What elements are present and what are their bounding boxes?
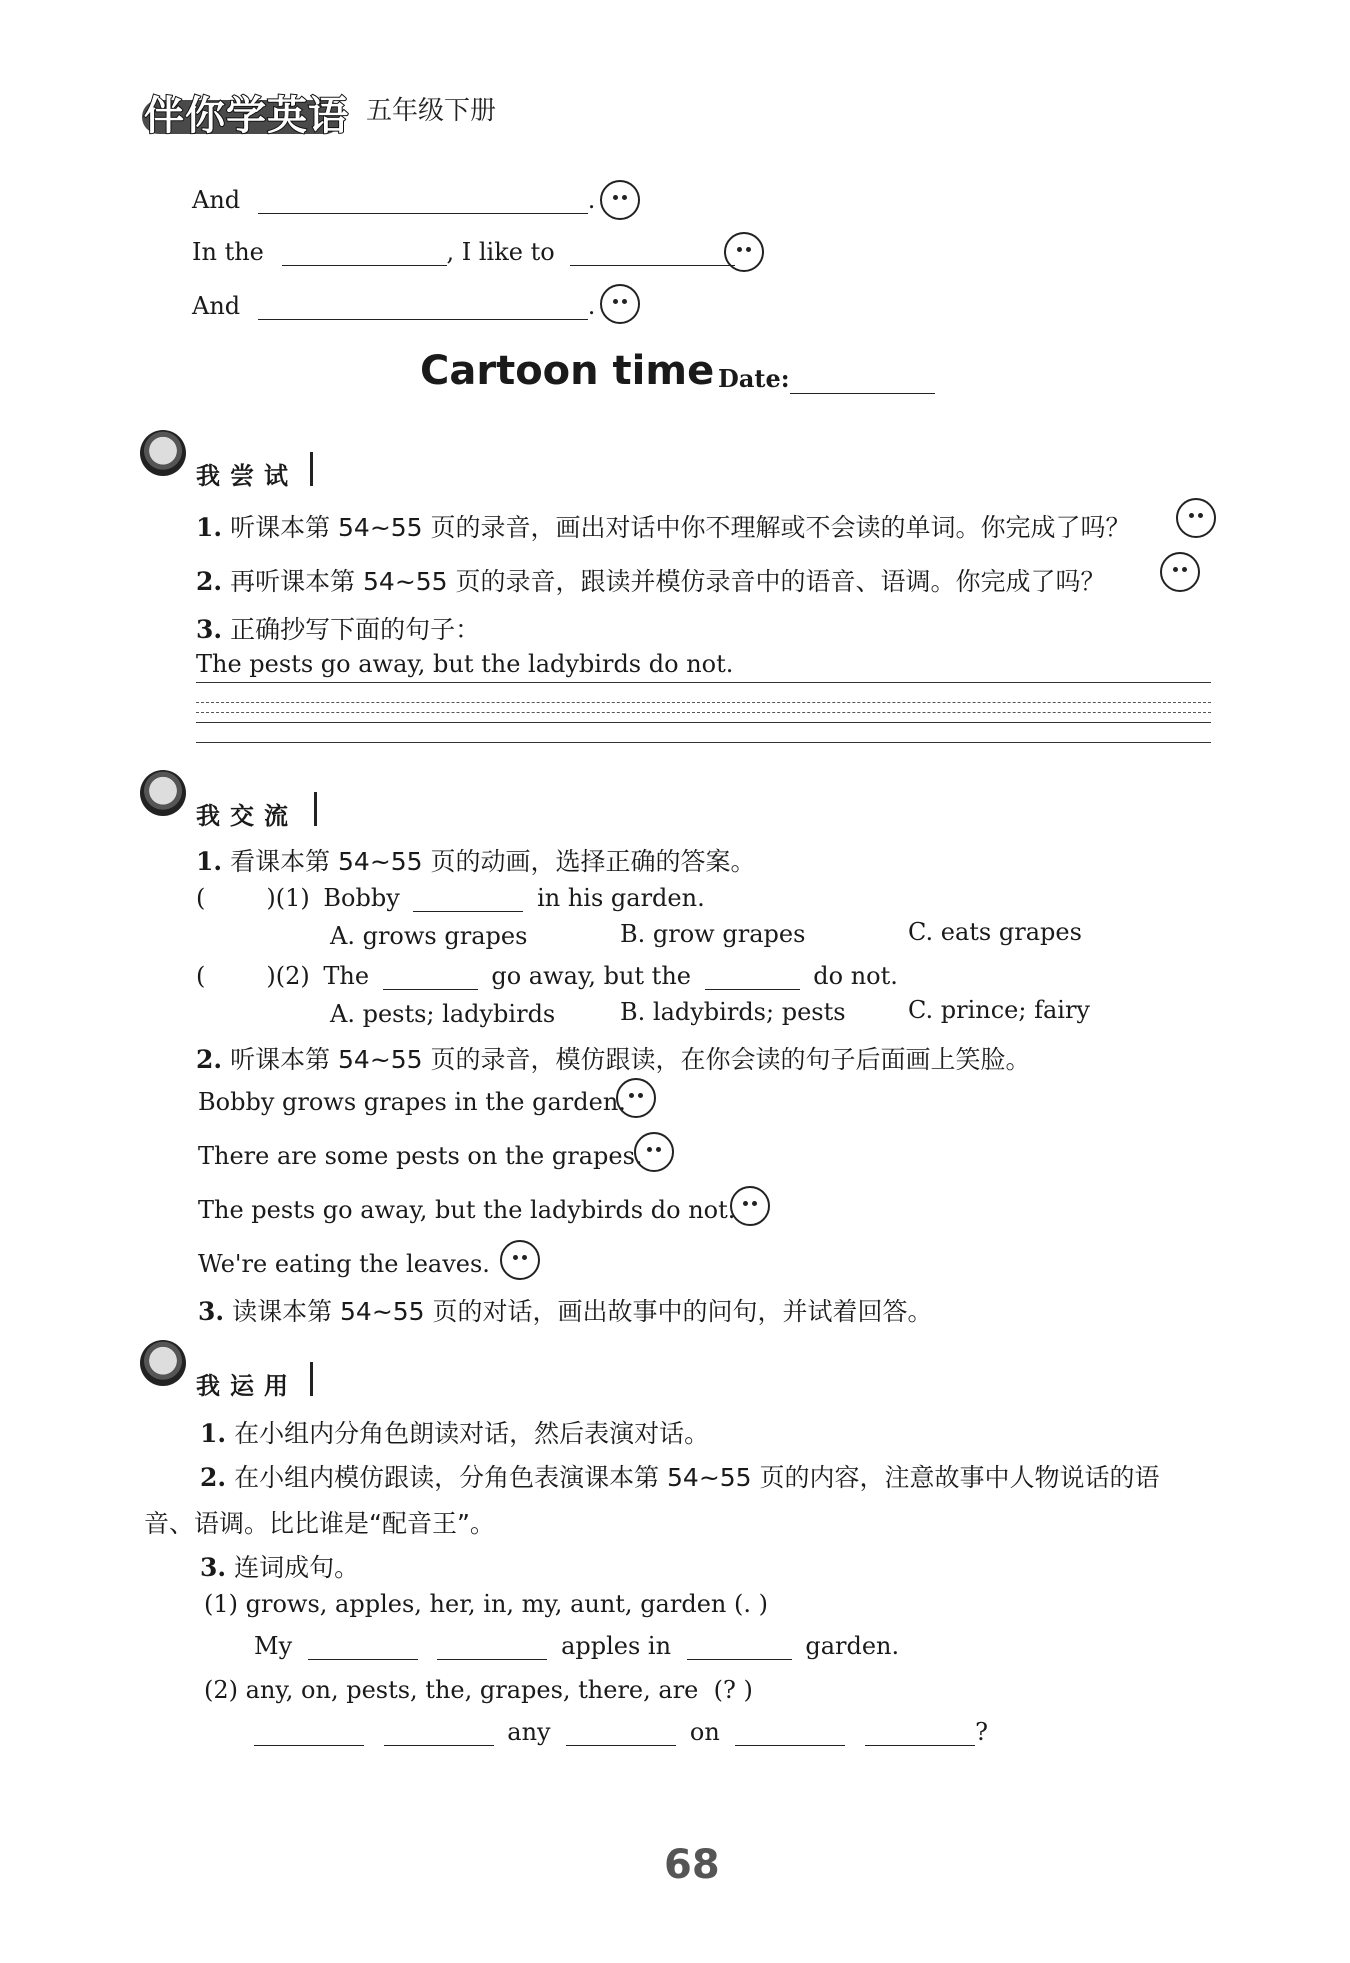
answer-blank[interactable]	[383, 962, 478, 990]
answer-blank[interactable]	[570, 238, 735, 266]
use-item-2: 2. 在小组内模仿跟读，分角色表演课本第 54~55 页的内容，注意故事中人物说话的语	[200, 1463, 1160, 1492]
question-1: ( )(1) Bobby in his garden.	[196, 884, 705, 912]
page-number: 68	[664, 1842, 720, 1888]
option-b[interactable]: B. ladybirds; pests	[620, 998, 846, 1026]
fill-line-1: And .	[192, 186, 596, 214]
mascot-icon	[140, 1340, 186, 1386]
try-item-1: 1. 听课本第 54~55 页的录音，画出对话中你不理解或不会读的单词。你完成了吗？	[196, 513, 1131, 542]
section-heading-use: 我运用	[196, 1372, 298, 1400]
writing-line	[196, 702, 1211, 703]
smiley-face-icon[interactable]	[500, 1240, 540, 1280]
smiley-face-icon[interactable]	[1176, 498, 1216, 538]
answer-blank[interactable]	[566, 1718, 676, 1746]
section-title: Cartoon time	[420, 348, 715, 394]
use-item-2-cont: 音、语调。比比谁是“配音王”。	[144, 1509, 495, 1538]
answer-blank[interactable]	[282, 238, 447, 266]
use-item-3: 3. 连词成句。	[200, 1553, 360, 1582]
answer-blank[interactable]	[865, 1718, 975, 1746]
date-label: Date:	[718, 364, 790, 393]
mascot-icon	[140, 430, 186, 476]
option-b[interactable]: B. grow grapes	[620, 920, 806, 948]
read-sentence-2: There are some pests on the grapes.	[198, 1142, 643, 1170]
option-a[interactable]: A. pests; ladybirds	[330, 1000, 556, 1028]
writing-line	[196, 742, 1211, 743]
section-heading-try: 我尝试	[196, 462, 298, 490]
try-item-3: 3. 正确抄写下面的句子：	[196, 615, 481, 644]
writing-line	[196, 712, 1211, 713]
fill-line-3: And .	[192, 292, 596, 320]
share-item-3: 3. 读课本第 54~55 页的对话，画出故事中的问句，并试着回答。	[198, 1297, 933, 1326]
answer-blank[interactable]	[254, 1718, 364, 1746]
option-a[interactable]: A. grows grapes	[330, 922, 528, 950]
heading-divider	[314, 792, 317, 826]
read-sentence-1: Bobby grows grapes in the garden.	[198, 1088, 626, 1116]
share-item-2: 2. 听课本第 54~55 页的录音，模仿跟读，在你会读的句子后面画上笑脸。	[196, 1045, 1031, 1074]
copy-sentence: The pests go away, but the ladybirds do not.	[196, 650, 734, 678]
option-c[interactable]: C. prince; fairy	[908, 996, 1090, 1024]
smiley-face-icon[interactable]	[600, 180, 640, 220]
try-item-2: 2. 再听课本第 54~55 页的录音，跟读并模仿录音中的语音、语调。你完成了吗？	[196, 567, 1106, 596]
answer-blank[interactable]	[258, 186, 588, 214]
fill-line-2: In the , I like to	[192, 238, 735, 266]
heading-divider	[310, 452, 313, 486]
smiley-face-icon[interactable]	[600, 284, 640, 324]
date-field[interactable]	[790, 393, 935, 394]
smiley-face-icon[interactable]	[1160, 552, 1200, 592]
answer-blank[interactable]	[384, 1718, 494, 1746]
answer-blank[interactable]	[308, 1632, 418, 1660]
heading-divider	[310, 1362, 313, 1396]
answer-2: any on ?	[254, 1718, 988, 1746]
mascot-icon	[140, 770, 186, 816]
smiley-face-icon[interactable]	[616, 1078, 656, 1118]
answer-blank[interactable]	[735, 1718, 845, 1746]
answer-blank[interactable]	[687, 1632, 792, 1660]
share-item-1: 1. 看课本第 54~55 页的动画，选择正确的答案。	[196, 847, 756, 876]
answer-blank[interactable]	[437, 1632, 547, 1660]
smiley-face-icon[interactable]	[634, 1132, 674, 1172]
answer-1: My apples in garden.	[254, 1632, 900, 1660]
writing-line[interactable]	[196, 722, 1211, 723]
scramble-2: (2) any, on, pests, the, grapes, there, are (? )	[204, 1676, 753, 1704]
answer-blank[interactable]	[413, 884, 523, 912]
writing-line	[196, 682, 1211, 683]
read-sentence-3: The pests go away, but the ladybirds do not.	[198, 1196, 736, 1224]
scramble-1: (1) grows, apples, her, in, my, aunt, garden (. )	[204, 1590, 768, 1618]
grade-label: 五年级下册	[366, 96, 497, 126]
answer-blank[interactable]	[258, 292, 588, 320]
read-sentence-4: We're eating the leaves.	[198, 1250, 490, 1278]
brand-title: 伴你学英语	[144, 93, 349, 139]
answer-blank[interactable]	[705, 962, 800, 990]
question-2: ( )(2) The go away, but the do not.	[196, 962, 898, 990]
smiley-face-icon[interactable]	[724, 232, 764, 272]
smiley-face-icon[interactable]	[730, 1186, 770, 1226]
option-c[interactable]: C. eats grapes	[908, 918, 1082, 946]
use-item-1: 1. 在小组内分角色朗读对话，然后表演对话。	[200, 1419, 710, 1448]
section-heading-share: 我交流	[196, 802, 298, 830]
